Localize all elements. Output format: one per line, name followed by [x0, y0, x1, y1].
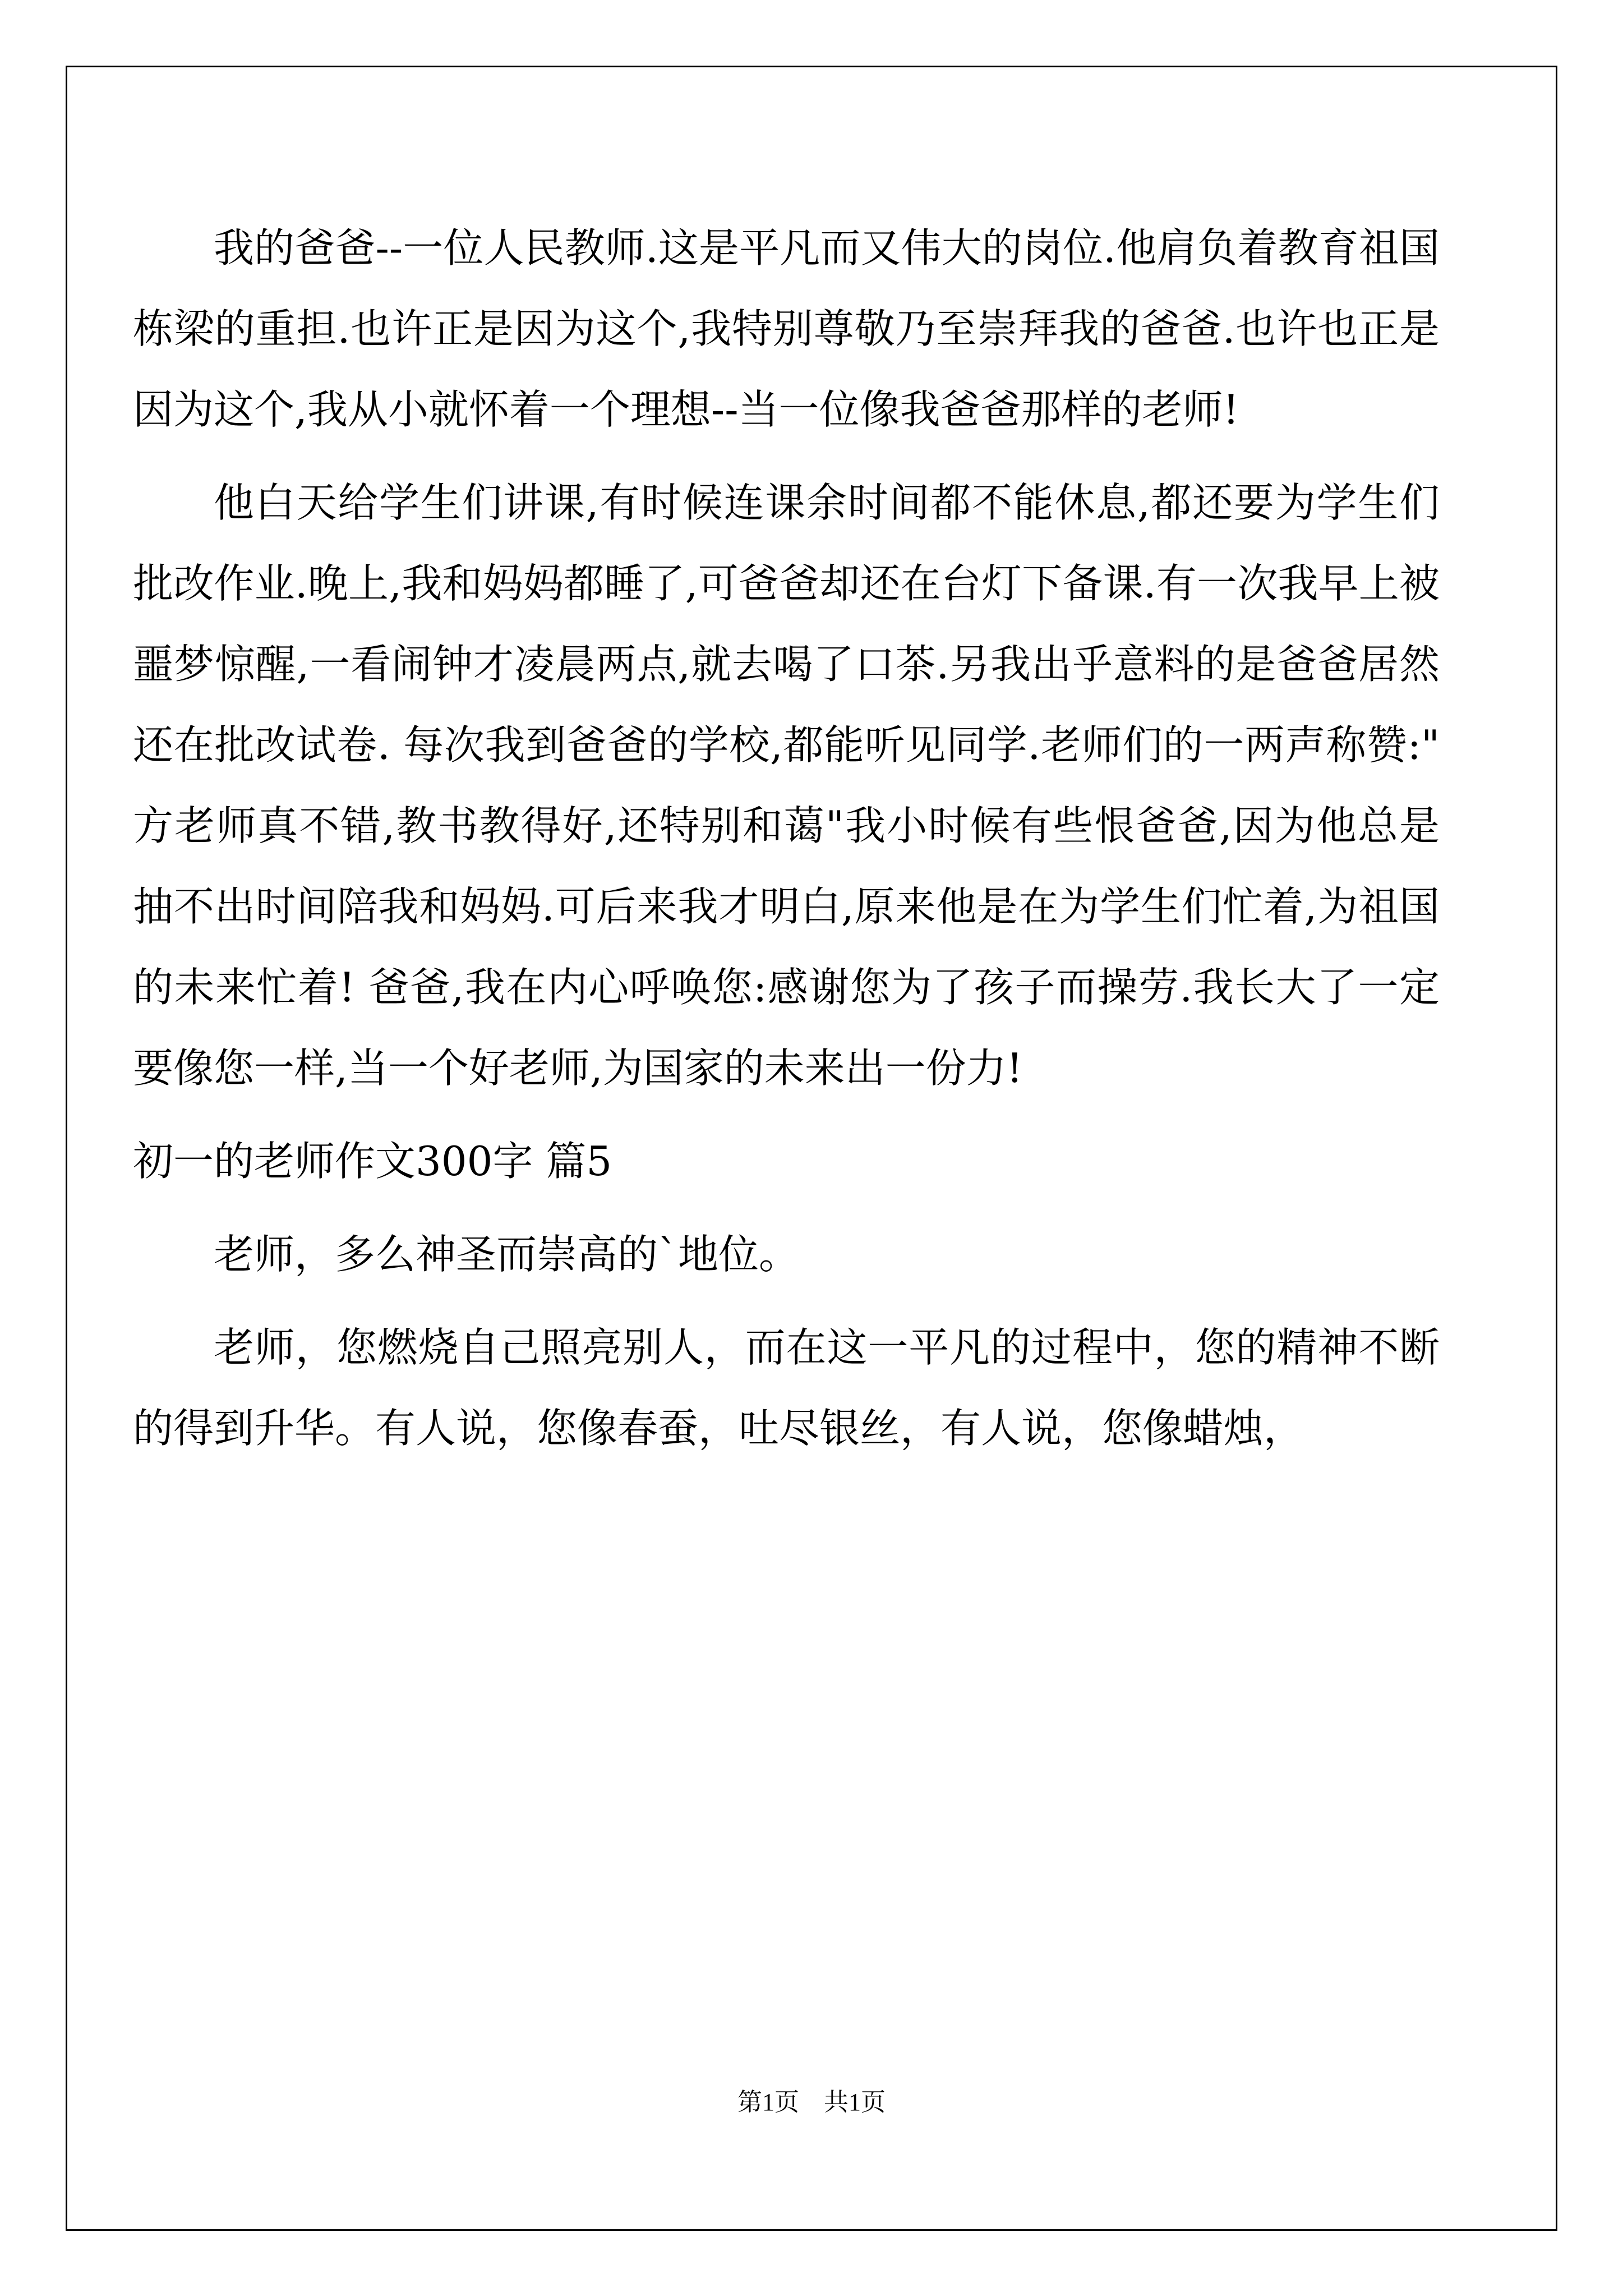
section-heading: 初一的老师作文300字 篇5: [133, 1138, 612, 1185]
paragraph-1: 我的爸爸--一位人民教师.这是平凡而又伟大的岗位.他肩负着教育祖国栋梁的重担.也许正是因为这个,我特别尊敬乃至崇拜我的爸爸.也许也正是因为这个,我从小就怀着一个理想--当一位像我爸爸那样的老师!: [133, 224, 1440, 433]
paragraph-3: 老师，多么神圣而崇高的`地位。: [214, 1231, 800, 1278]
paragraph-2: 他白天给学生们讲课,有时候连课余时间都不能休息,都还要为学生们批改作业.晚上,我和妈妈都睡了,可爸爸却还在台灯下备课.有一次我早上被噩梦惊醒,一看闹钟才凌晨两点,就去喝了口茶.另我出乎意料的是爸爸居然还在批改试卷. 每次我到爸爸的学校,都能听见同学.老师们的一两声称赞:"方老师真不错,教书教得好,还特别和蔼"我小时候有些恨爸爸,因为他总是抽不出时间陪我和妈妈.可后来我才明白,原来他是在为学生们忙着,为祖国的未来忙着! 爸爸,我在内心呼唤您:感谢您为了孩子而操劳.我长大了一定要像您一样,当一个好老师,为国家的未来出一份力!: [133, 479, 1440, 1092]
paragraph-4: 老师，您燃烧自己照亮别人，而在这一平凡的过程中，您的精神不断的得到升华。有人说，您像春蚕，吐尽银丝，有人说，您像蜡烛，: [133, 1324, 1440, 1452]
page-footer: 第1页 共1页: [737, 2088, 886, 2116]
document-body: [133, 208, 1440, 1481]
